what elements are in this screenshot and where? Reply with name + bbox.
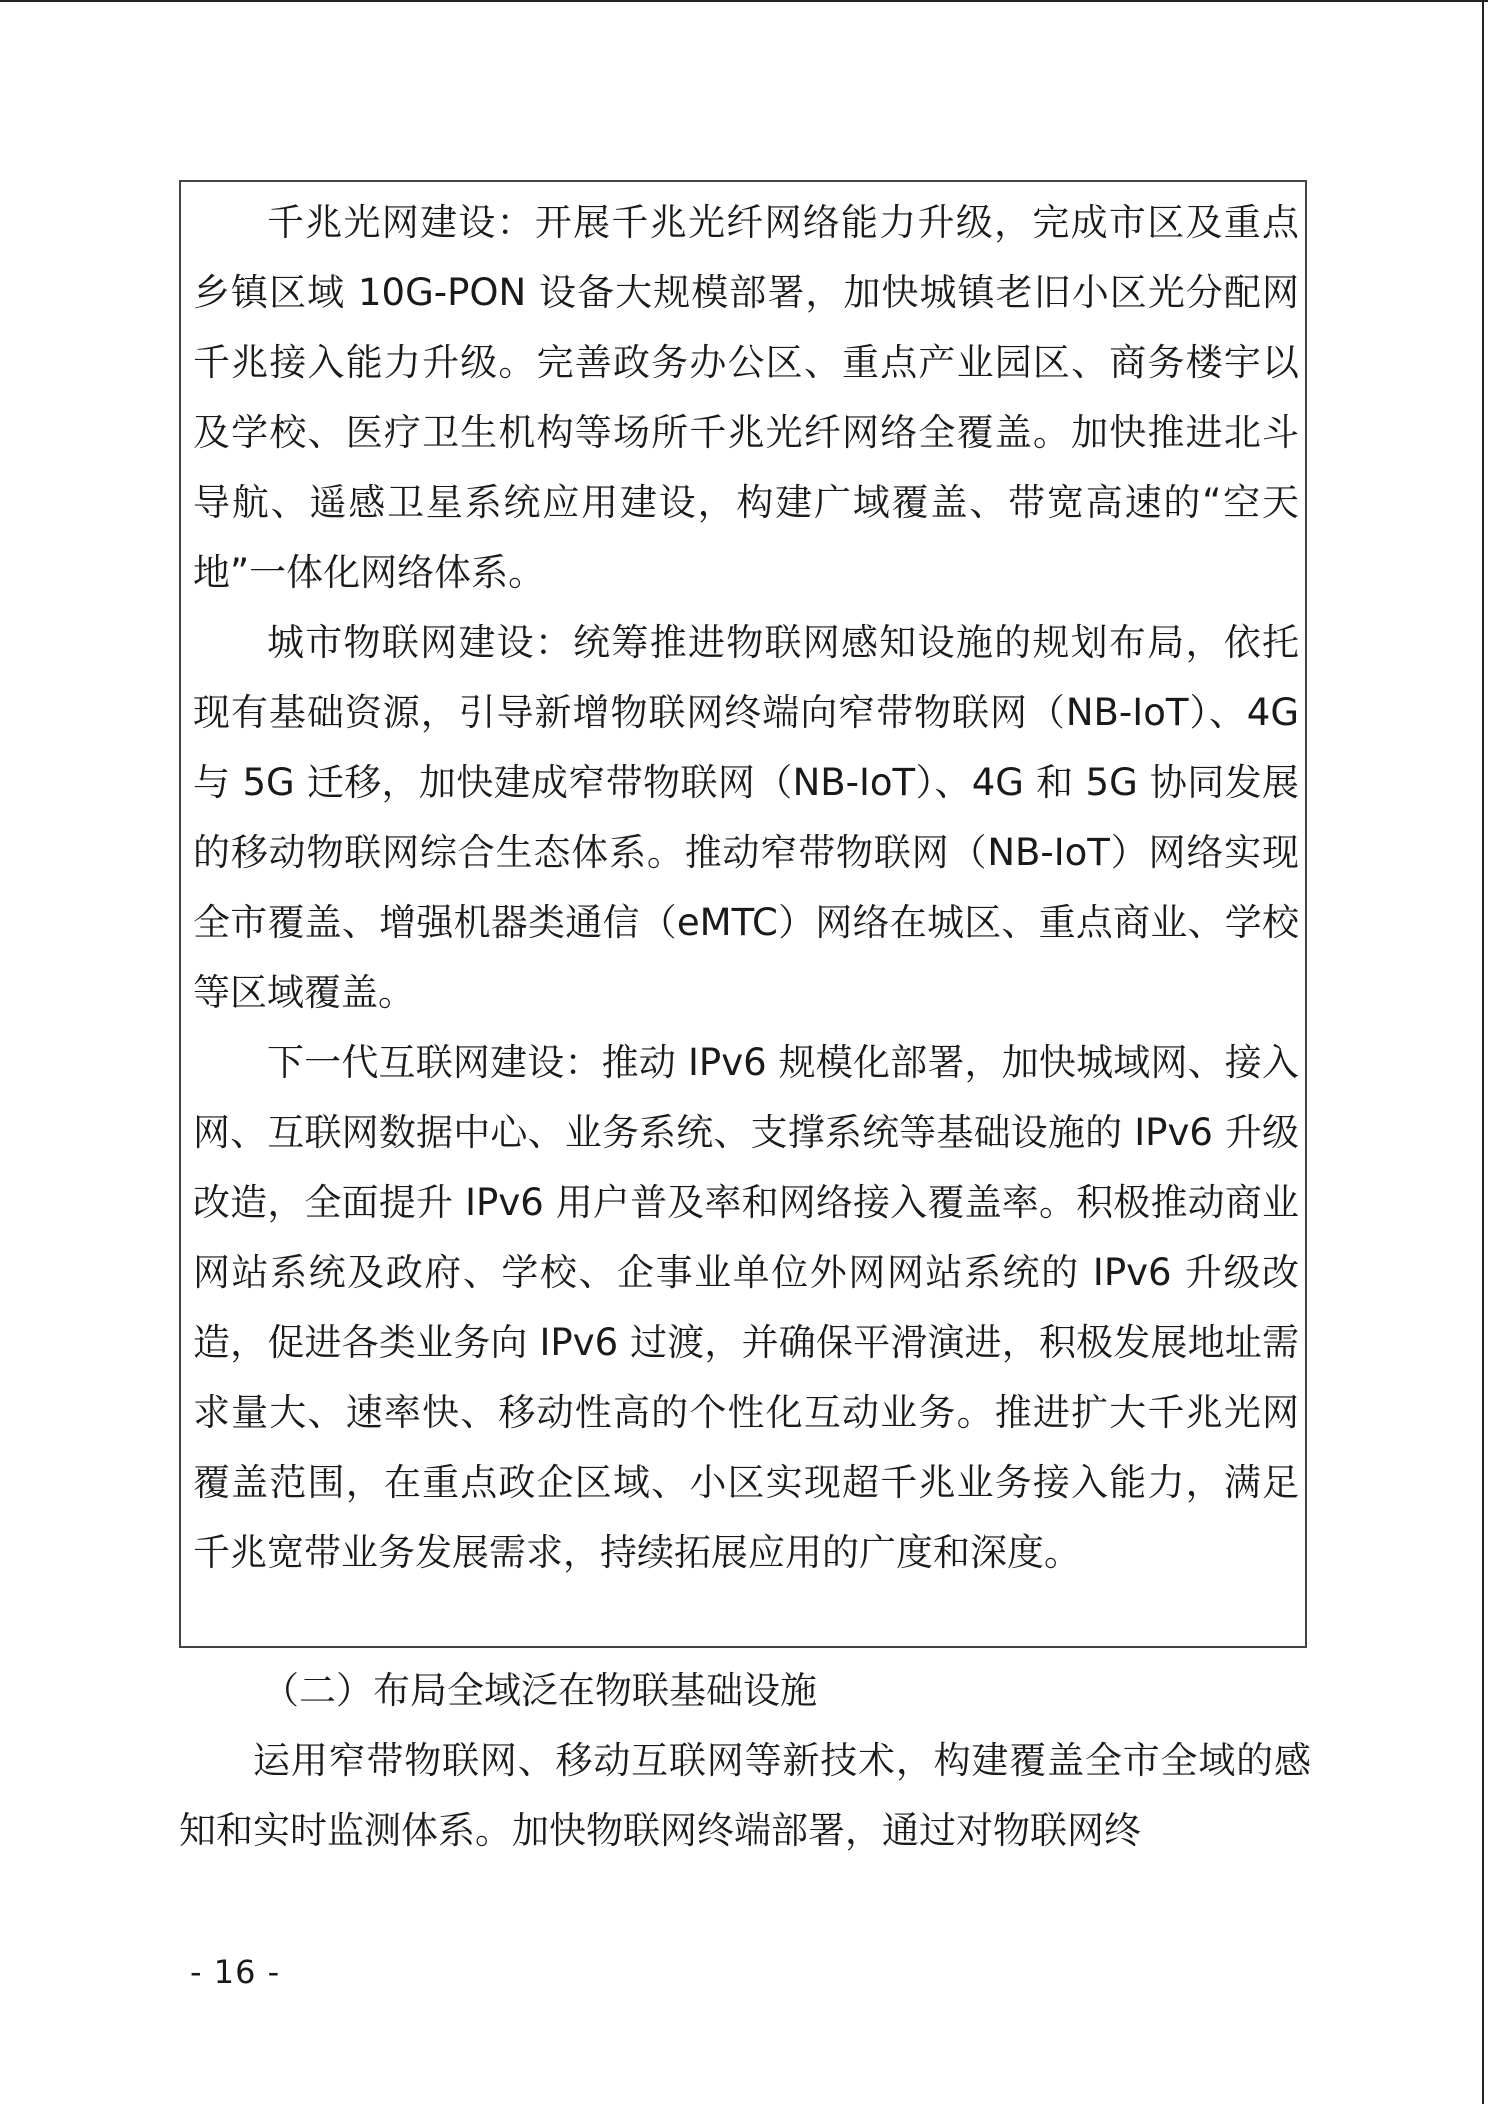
section-heading: （二）布局全域泛在物联基础设施 [262, 1669, 817, 1712]
paragraph-next-generation-internet: 下一代互联网建设：推动 IPv6 规模化部署，加快城域网、接入网、互联网数据中心、业务系统、支撑系统等基础设施的 IPv6 升级改造，全面提升 IPv6 用户普及率和网络接入覆盖率。积极推动商业网站系统及政府、学校、企事业单位外网网站系统的 IPv6 升级改造，促进各类业务向 IPv6 过渡，并确保平滑演进，积极发展地址需求量大、速率快、移动性高的个性化互动业务。推进扩大千兆光网覆盖范围，在重点政企区域、小区实现超千兆业务接入能力，满足千兆宽带业务发展需求，持续拓展应用的广度和深度。 [193, 1041, 1299, 1574]
paragraph-gigabit-optical-network: 千兆光网建设：开展千兆光纤网络能力升级，完成市区及重点乡镇区域 10G-PON 设备大规模部署，加快城镇老旧小区光分配网千兆接入能力升级。完善政务办公区、重点产业园区、商务楼宇以及学校、医疗卫生机构等场所千兆光纤网络全覆盖。加快推进北斗导航、遥感卫星系统应用建设，构建广域覆盖、带宽高速的“空天地”一体化网络体系。 [193, 201, 1299, 594]
page-top-edge [0, 0, 1488, 2]
page-right-edge [1482, 0, 1484, 2104]
page-number: - 16 - [190, 1953, 281, 1991]
bordered-box-content [193, 188, 1299, 1588]
paragraph-urban-iot: 城市物联网建设：统筹推进物联网感知设施的规划布局，依托现有基础资源，引导新增物联网终端向窄带物联网（NB-IoT）、4G 与 5G 迁移，加快建成窄带物联网（NB-IoT）、4G 和 5G 协同发展的移动物联网综合生态体系。推动窄带物联网（NB-IoT）网络实现全市覆盖、增强机器类通信（eMTC）网络在城区、重点商业、学校等区域覆盖。 [193, 621, 1299, 1014]
section-body-text: 运用窄带物联网、移动互联网等新技术，构建覆盖全市全域的感知和实时监测体系。加快物联网终端部署，通过对物联网终 [179, 1739, 1311, 1852]
